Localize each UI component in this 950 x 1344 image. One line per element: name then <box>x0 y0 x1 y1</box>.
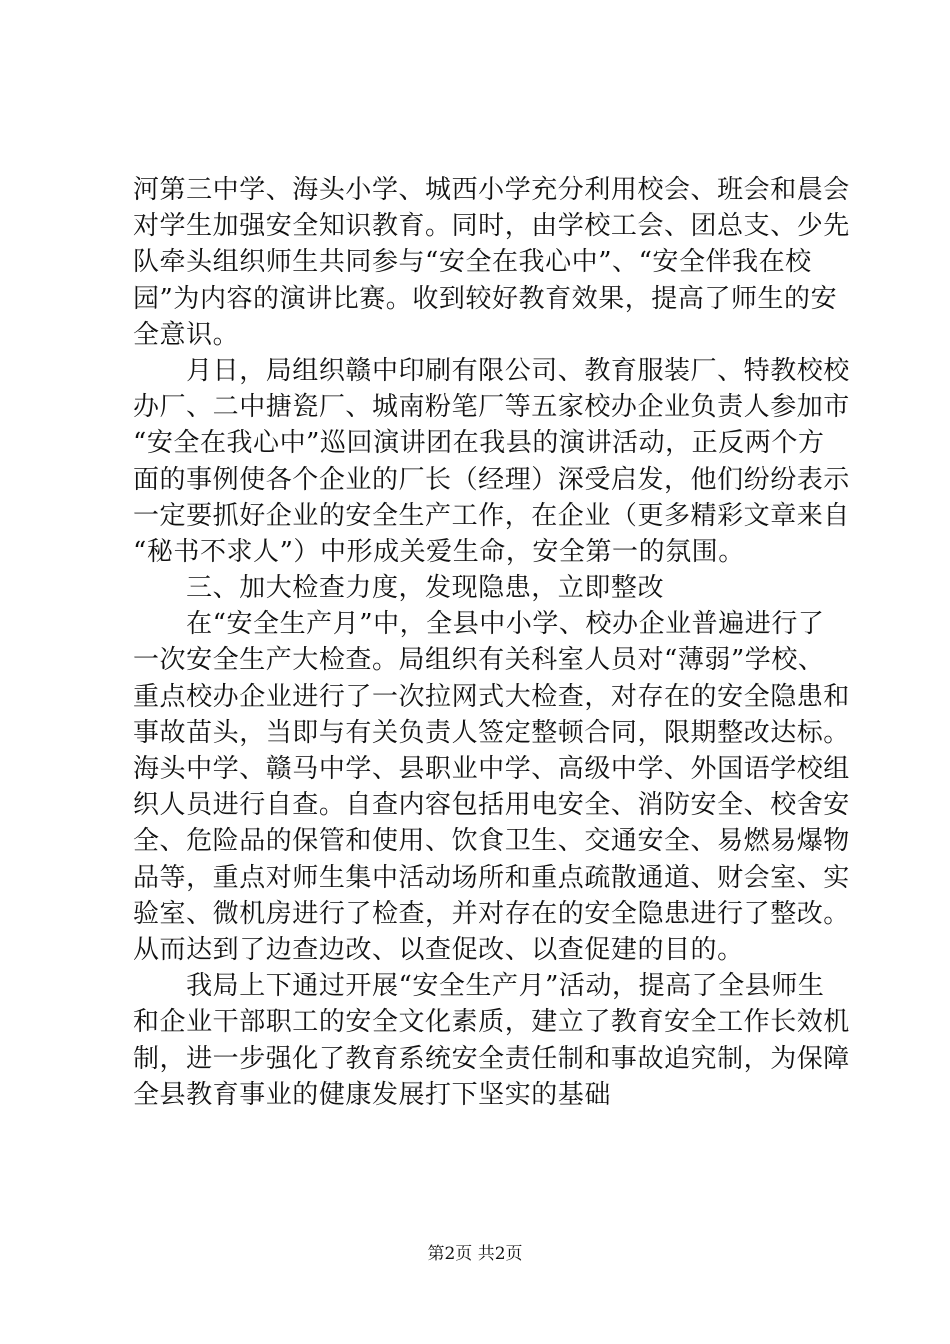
text-line: 从而达到了边查边改、以查促改、以查促建的目的。 <box>133 934 744 965</box>
text-line: 织人员进行自查。自查内容包括用电安全、消防安全、校舍安 <box>133 790 850 821</box>
text-line: 验室、微机房进行了检查，并对存在的安全隐患进行了整改。 <box>133 898 850 929</box>
page-number-footer: 第2页 共2页 <box>427 1244 523 1264</box>
text-line: 园”为内容的演讲比赛。收到较好教育效果，提高了师生的安 <box>133 283 838 314</box>
text-line: 品等，重点对师生集中活动场所和重点疏散通道、财会室、实 <box>133 862 850 893</box>
text-line: 月日，局组织赣中印刷有限公司、教育服装厂、特教校校 <box>133 355 850 386</box>
text-line: 和企业干部职工的安全文化素质，建立了教育安全工作长效机 <box>133 1007 850 1038</box>
text-line: 重点校办企业进行了一次拉网式大检查，对存在的安全隐患和 <box>133 681 850 712</box>
text-line: 河第三中学、海头小学、城西小学充分利用校会、班会和晨会 <box>133 175 850 205</box>
text-line: 对学生加强安全知识教育。同时，由学校工会、团总支、少先 <box>133 211 850 242</box>
text-line: 海头中学、赣马中学、县职业中学、高级中学、外国语学校组 <box>133 754 850 784</box>
text-line: 事故苗头，当即与有关负责人签定整顿合同，限期整改达标。 <box>133 717 850 748</box>
text-line: 制，进一步强化了教育系统安全责任制和事故追究制，为保障 <box>133 1043 850 1074</box>
text-line: “安全在我心中”巡回演讲团在我县的演讲活动，正反两个方 <box>133 428 825 459</box>
text-line: 全、危险品的保管和使用、饮食卫生、交通安全、易燃易爆物 <box>133 826 850 857</box>
text-line: 办厂、二中搪瓷厂、城南粉笔厂等五家校办企业负责人参加市 <box>133 392 850 423</box>
text-line: 全县教育事业的健康发展打下坚实的基础 <box>133 1079 611 1110</box>
text-line: 面的事例使各个企业的厂长（经理）深受启发，他们纷纷表示 <box>133 464 850 495</box>
text-line: 在“安全生产月”中，全县中小学、校办企业普遍进行了 <box>133 609 825 640</box>
text-line: 队牵头组织师生共同参与“安全在我心中”、“安全伴我在校 <box>133 247 812 278</box>
section-heading: 三、加大检查力度，发现隐患，立即整改 <box>133 573 665 604</box>
text-line: 一次安全生产大检查。局组织有关科室人员对“薄弱”学校、 <box>133 645 825 676</box>
document-body <box>133 172 850 1113</box>
text-line: “秘书不求人”）中形成关爱生命，安全第一的氛围。 <box>133 536 745 567</box>
text-line: 我局上下通过开展“安全生产月”活动，提高了全县师生 <box>133 971 825 1002</box>
text-line: 一定要抓好企业的安全生产工作，在企业（更多精彩文章来自 <box>133 500 850 531</box>
text-line: 全意识。 <box>133 319 240 350</box>
